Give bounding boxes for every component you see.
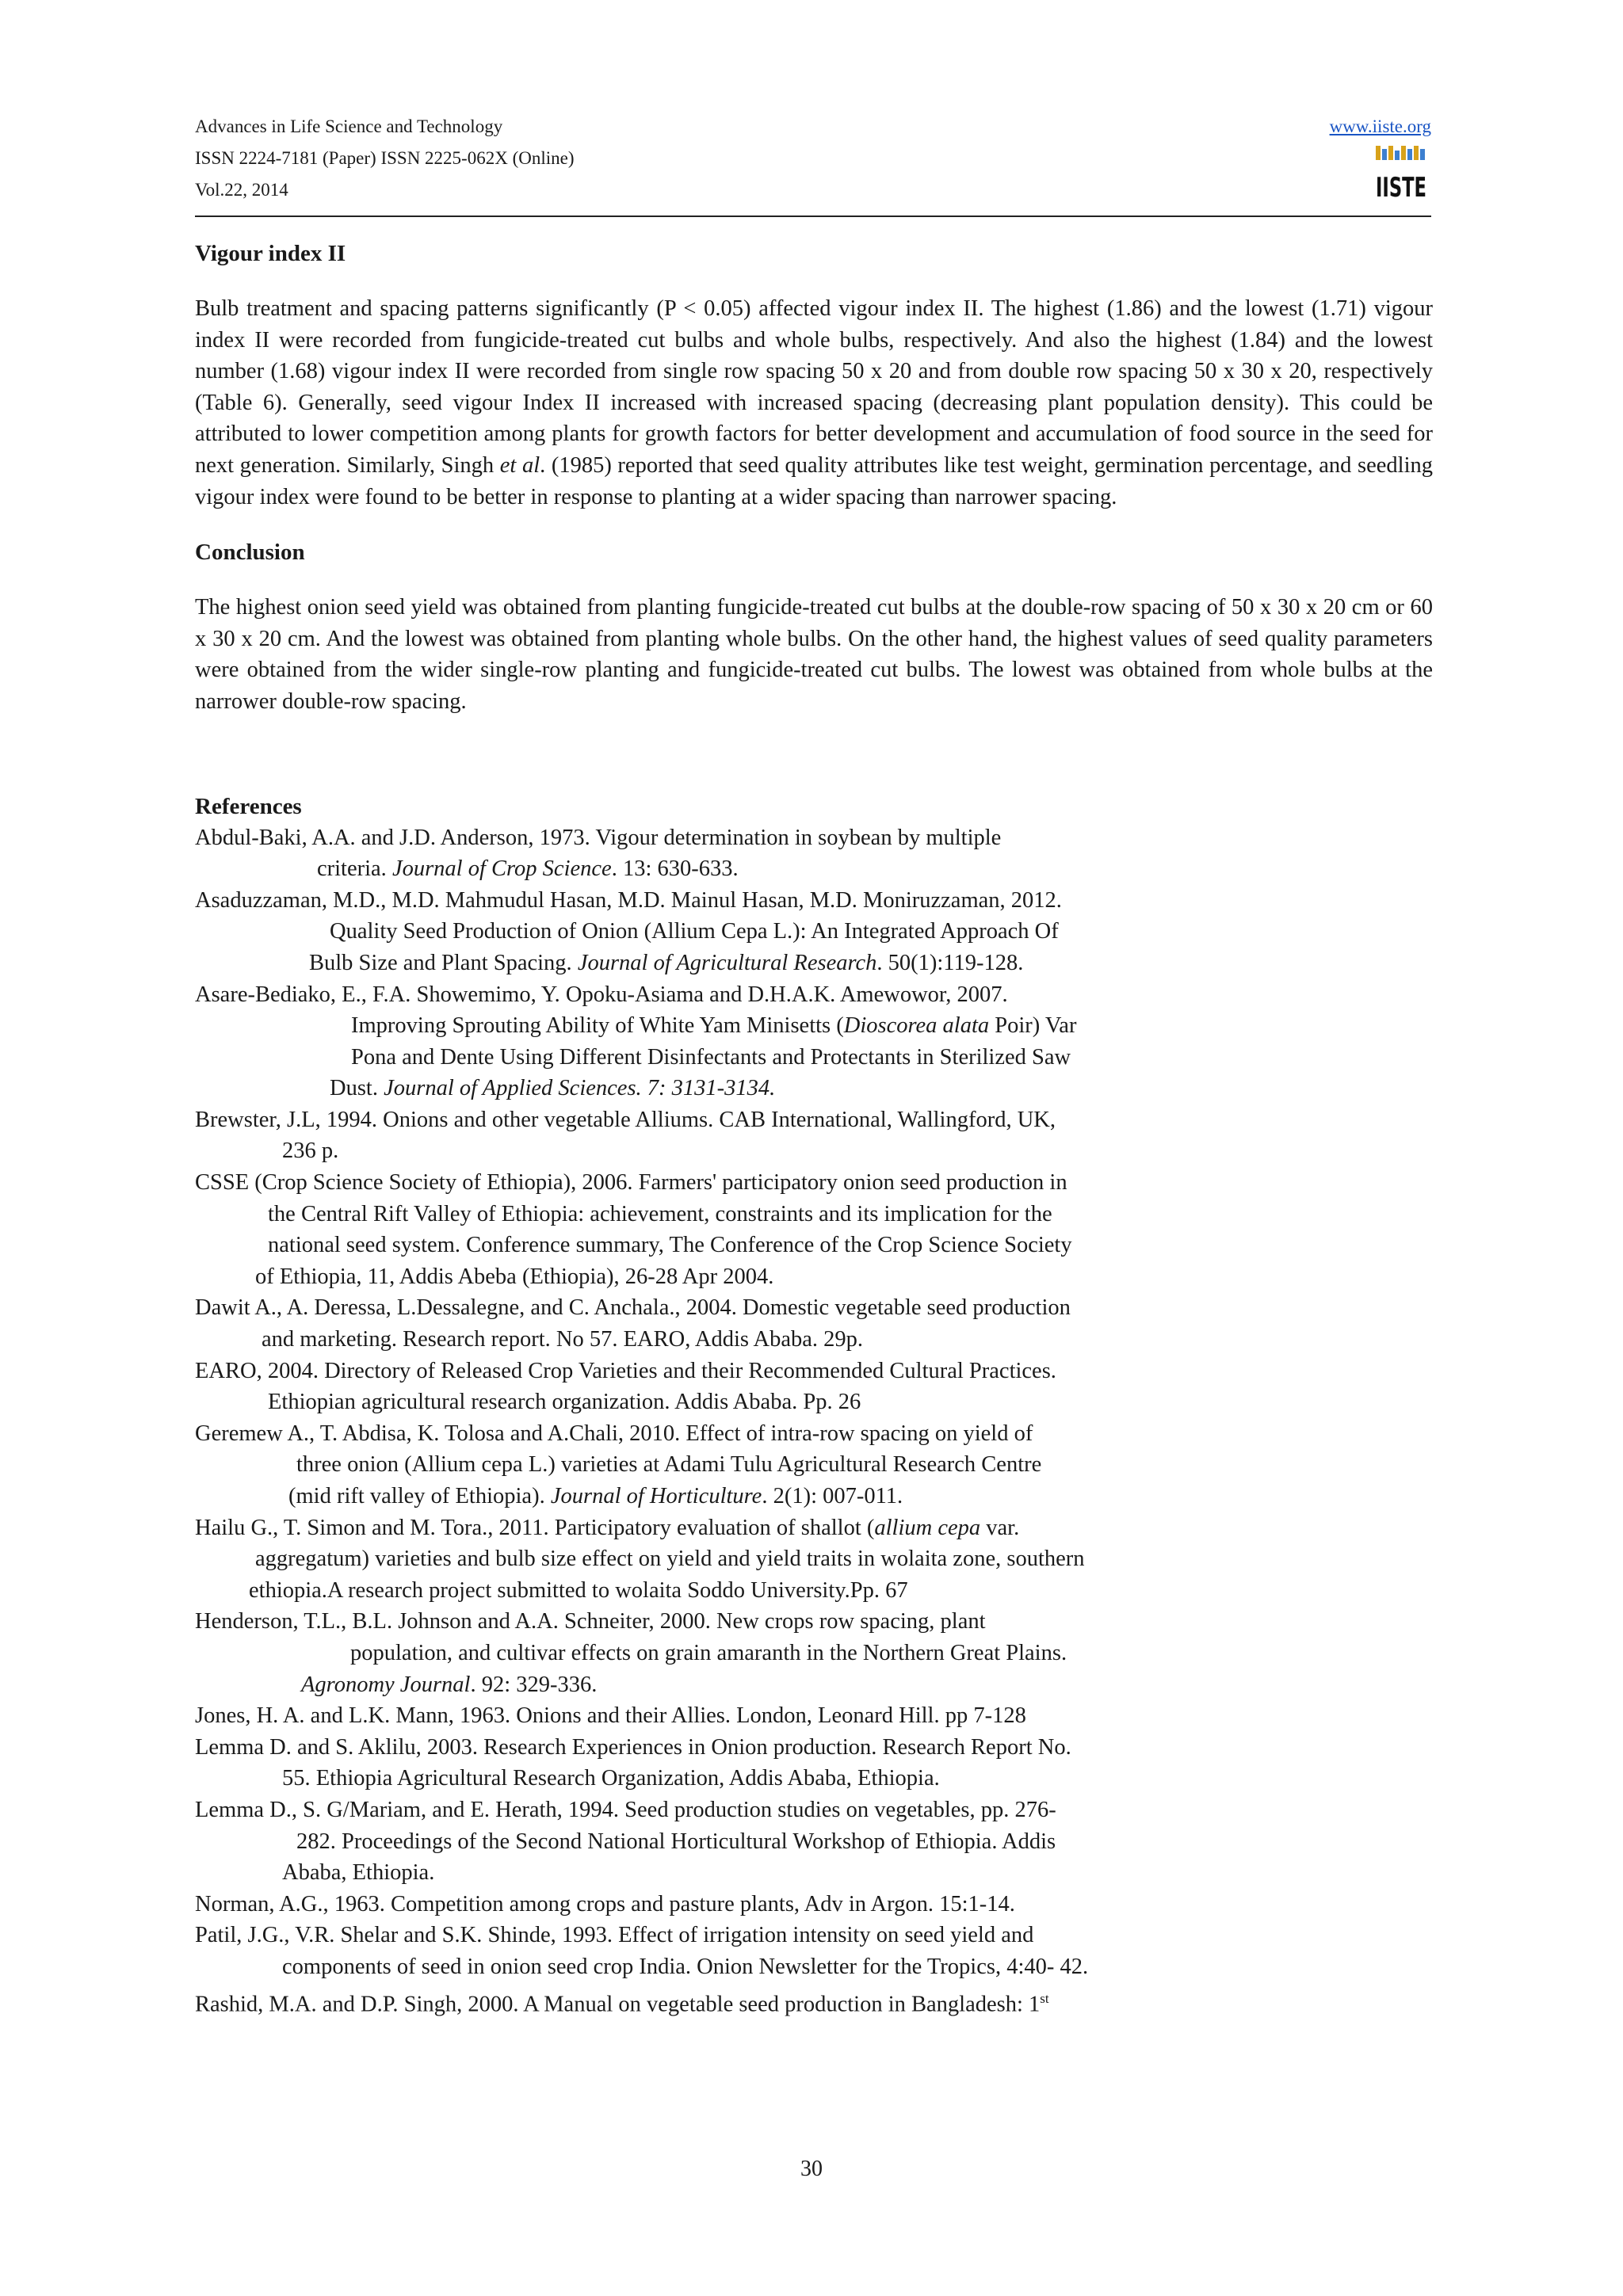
conclusion-paragraph: The highest onion seed yield was obtained from planting fungicide-treated cut bulbs at the double-row spacing of 50 x 30 x 20 cm or 60 x 30 x 20 cm. And the lowest was obtained from planting whole bulbs. On the other hand, the highest values of seed quality parameters were obtained from the wider single-row planting and fungicide-treated cut bulbs. The lowest was obtained from whole bulbs at the narrower double-row spacing. [195,595,1433,714]
journal-title: Advances in Life Science and Technology [195,116,503,136]
conclusion-heading: Conclusion [195,540,305,566]
reference-item: Patil, J.G., V.R. Shelar and S.K. Shinde, 1993. Effect of irrigation intensity on seed yield and components of seed in onion seed crop India. Onion Newsletter for the Tropics, 4:40- 42. [195,1923,1089,1979]
reference-item: Hailu G., T. Simon and M. Tora., 2011. Participatory evaluation of shallot (allium cepa var. aggregatum) varieties and bulb size effect on yield and yield traits in wolaita zone, southern ethiopia.A research project submitted to wolaita Soddo University.Pp. 67 [195,1515,1085,1603]
reference-item: Rashid, M.A. and D.P. Singh, 2000. A Manual on vegetable seed production in Bangladesh: 1st [195,1990,1049,2016]
reference-item: Abdul-Baki, A.A. and J.D. Anderson, 1973. Vigour determination in soybean by multiple criteria. Journal of Crop Science. 13: 630-633. [195,825,1002,882]
reference-item: Lemma D. and S. Aklilu, 2003. Research Experiences in Onion production. Research Report No. 55. Ethiopia Agricultural Research Organization, Addis Ababa, Ethiopia. [195,1734,1071,1791]
reference-item: Jones, H. A. and L.K. Mann, 1963. Onions and their Allies. London, Leonard Hill. pp 7-128 [195,1703,1026,1729]
journal-url-link[interactable]: www.iiste.org [1329,116,1431,136]
vigour-heading: Vigour index II [195,241,346,266]
reference-item: Asare-Bediako, E., F.A. Showemimo, Y. Opoku-Asiama and D.H.A.K. Amewowor, 2007. Improving Sprouting Ability of White Yam Minisetts (Dioscorea alata Poir) Var Pona and Dente Using Different Disinfectants and Protectants in Sterilized Saw Dust. Journal of Applied Sciences. 7: 3131-3134. [195,982,1077,1101]
reference-item: Geremew A., T. Abdisa, K. Tolosa and A.Chali, 2010. Effect of intra-row spacing on yield of three onion (Allium cepa L.) varieties at Adami Tulu Agricultural Research Centre (mid rift valley of Ethiopia). Journal of Horticulture. 2(1): 007-011. [195,1421,1042,1508]
page-header [195,111,1431,215]
volume-line: Vol.22, 2014 [195,180,288,200]
issn-line: ISSN 2224-7181 (Paper) ISSN 2225-062X (Online) [195,148,575,168]
reference-item: Dawit A., A. Deressa, L.Dessalegne, and C. Anchala., 2004. Domestic vegetable seed production and marketing. Research report. No 57. EARO, Addis Ababa. 29p. [195,1295,1071,1352]
reference-item: Norman, A.G., 1963. Competition among crops and pasture plants, Adv in Argon. 15:1-14. [195,1891,1015,1917]
reference-item: Asaduzzaman, M.D., M.D. Mahmudul Hasan, M.D. Mainul Hasan, M.D. Moniruzzaman, 2012. Quality Seed Production of Onion (Allium Cepa L.): An Integrated Approach Of Bulb Size and Plant Spacing. Journal of Agricultural Research. 50(1):119-128. [195,887,1062,975]
reference-item: Brewster, J.L, 1994. Onions and other vegetable Alliums. CAB International, Wallingford, UK, 236 p. [195,1107,1056,1164]
svg-text:IISTE: IISTE [1376,172,1426,204]
reference-item: Lemma D., S. G/Mariam, and E. Herath, 1994. Seed production studies on vegetables, pp. 276- 282. Proceedings of the Second National Horticultural Workshop of Ethiopia. Addis Ababa, Ethiopia. [195,1797,1056,1886]
references-heading: References [195,793,302,819]
reference-item: Henderson, T.L., B.L. Johnson and A.A. Schneiter, 2000. New crops row spacing, plant population, and cultivar effects on grain amaranth in the Northern Great Plains. Agronomy Journal. 92: 329-336. [195,1609,1067,1697]
header-rule [195,215,1431,217]
page-number: 30 [800,2157,823,2181]
page-content [195,238,1433,2020]
vigour-paragraph: Bulb treatment and spacing patterns significantly (P < 0.05) affected vigour index II. The highest (1.86) and the lowest (1.71) vigour index II were recorded from fungicide-treated cut bulbs and whole bulbs, respectively. And also the highest (1.84) and the lowest number (1.68) vigour index II were recorded from single row spacing 50 x 20 and from double row spacing 50 x 30 x 20, respectively (Table 6). Generally, seed vigour Index II increased with increased spacing (decreasing plant population density). This could be attributed to lower competition among plants for growth factors for better development and accumulation of food source in the seed for next generation. Similarly, Singh et al. (1985) reported that seed quality attributes like test weight, germination percentage, and seedling vigour index were found to be better in response to planting at a wider spacing than narrower spacing. [195,296,1433,509]
reference-item: CSSE (Crop Science Society of Ethiopia), 2006. Farmers' participatory onion seed production in the Central Rift Valley of Ethiopia: achievement, constraints and its implication for the national seed system. Conference summary, The Conference of the Crop Science Society of Ethiopia, 11, Addis Abeba (Ethiopia), 26-28 Apr 2004. [195,1170,1072,1289]
reference-item: EARO, 2004. Directory of Released Crop Varieties and their Recommended Cultural Practices. Ethiopian agricultural research organization. Addis Ababa. Pp. 26 [195,1358,1056,1415]
iiste-logo [1374,144,1428,203]
